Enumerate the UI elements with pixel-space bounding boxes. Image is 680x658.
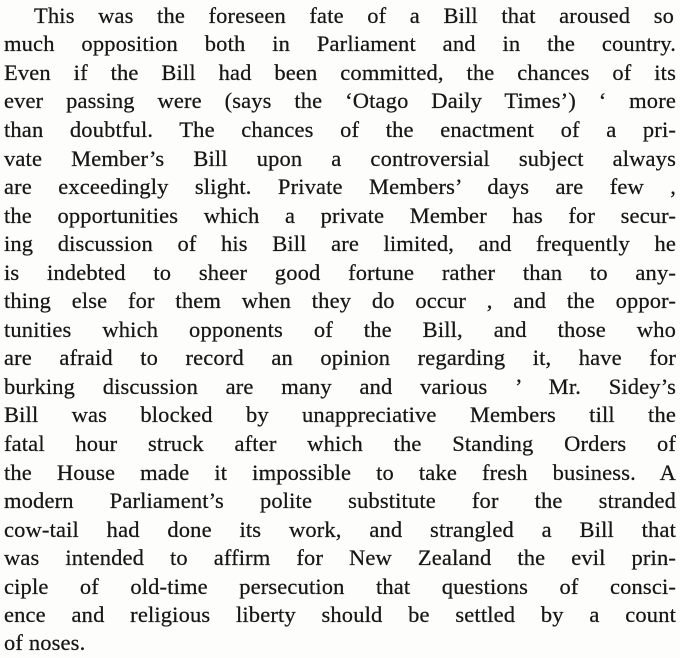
text-line: are afraid to record an opinion regarding it, have for	[4, 345, 676, 370]
text-line: the opportunities which a private Member has for secur-	[4, 203, 676, 228]
text-line: tunities which opponents of the Bill, and those who	[4, 317, 676, 342]
text-line: ing discussion of his Bill are limited, and frequently he	[4, 231, 676, 256]
text-line: the House made it impossible to take fresh business. A	[4, 460, 676, 485]
text-line: ence and religious liberty should be settled by a count	[4, 602, 676, 627]
text-line: burking discussion are many and various ’ Mr. Sidey’s	[4, 374, 676, 399]
text-line: is indebted to sheer good fortune rather than to any-	[4, 260, 676, 285]
text-line: ciple of old-time persecution that questions of consci-	[4, 574, 676, 599]
text-line: are exceedingly slight. Private Members’ days are few ,	[4, 174, 676, 199]
text-line: This was the foreseen fate of a Bill that aroused so	[34, 3, 674, 28]
text-line: modern Parliament’s polite substitute for the stranded	[4, 488, 676, 513]
text-line: thing else for them when they do occur , and the oppor-	[4, 288, 676, 313]
text-line: fatal hour struck after which the Standing Orders of	[4, 431, 676, 456]
text-line: Even if the Bill had been committed, the chances of its	[4, 60, 676, 85]
text-line: Bill was blocked by unappreciative Members till the	[4, 402, 676, 427]
text-line: of noses.	[4, 630, 86, 655]
text-line: than doubtful. The chances of the enactment of a pri-	[4, 117, 676, 142]
text-line: cow-tail had done its work, and strangled a Bill that	[4, 517, 676, 542]
text-line: vate Member’s Bill upon a controversial subject always	[4, 146, 676, 171]
text-line: ever passing were (says the ‘Otago Daily Times’) ‘ more	[4, 88, 676, 113]
text-line: was intended to affirm for New Zealand the evil prin-	[4, 545, 676, 570]
text-line: much opposition both in Parliament and in the country.	[4, 31, 676, 56]
